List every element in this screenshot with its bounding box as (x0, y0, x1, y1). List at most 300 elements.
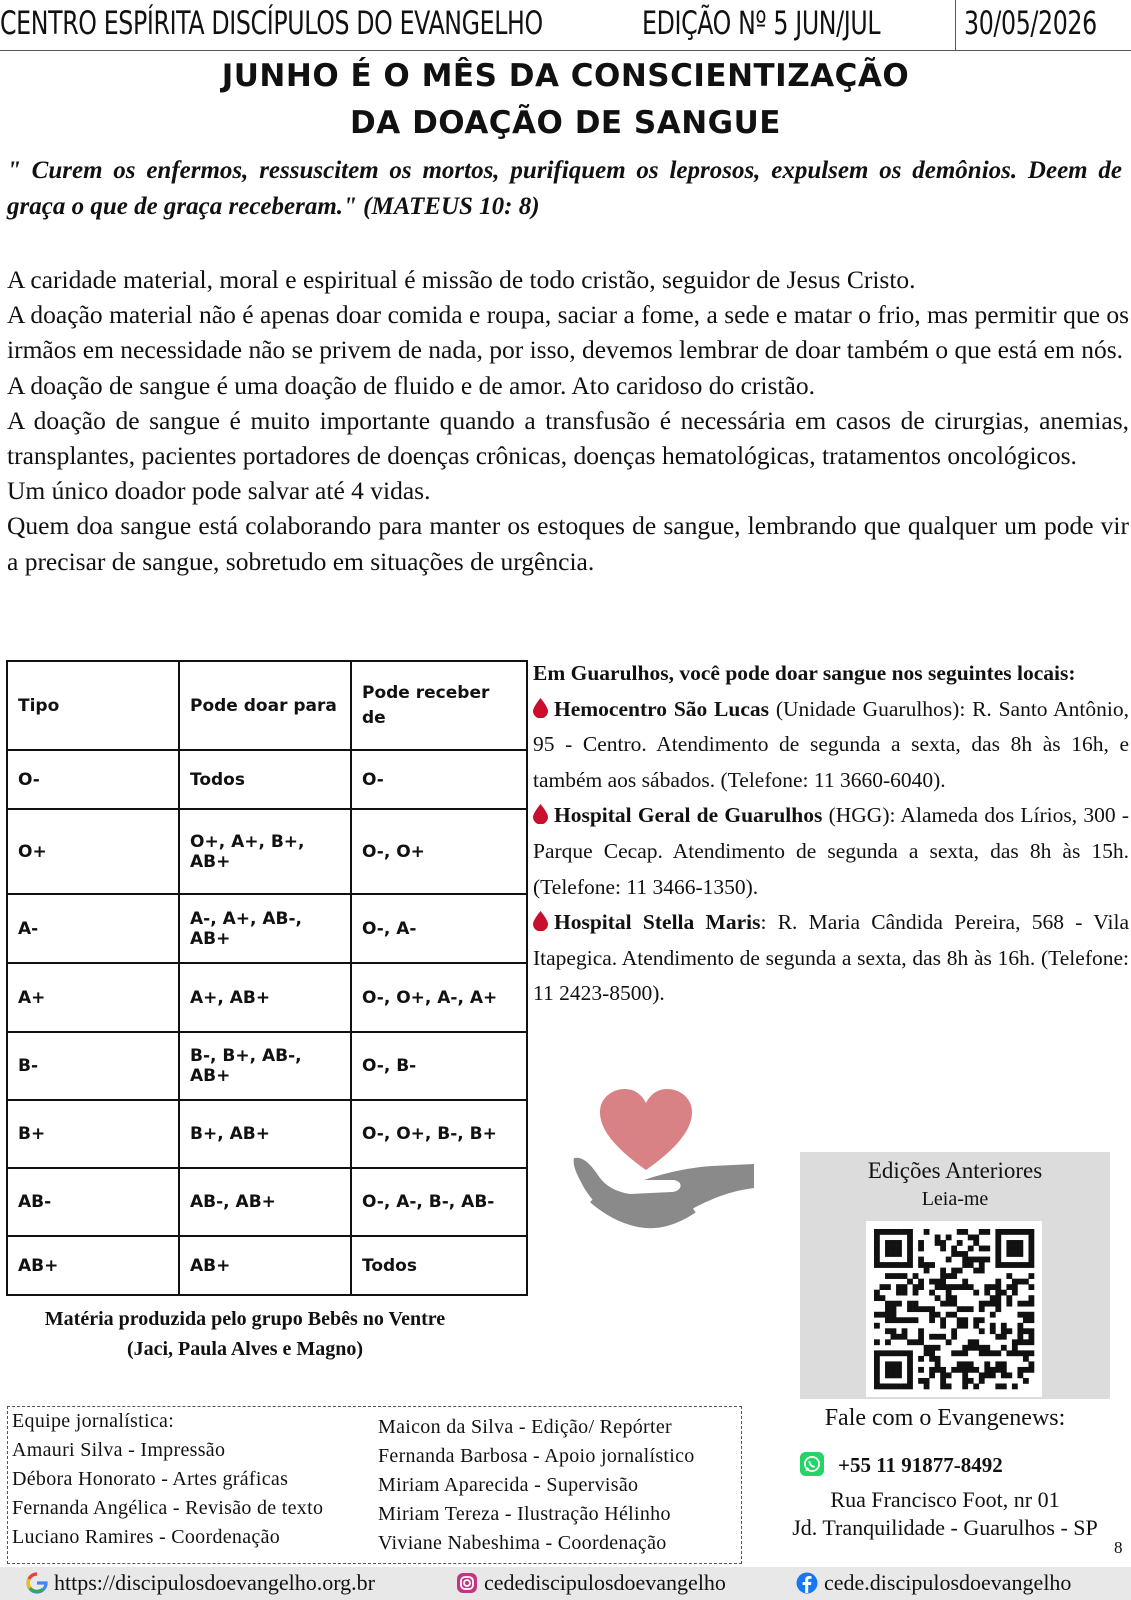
qr-module (874, 1361, 880, 1367)
facebook-link[interactable]: cede.discipulosdoevangelho (796, 1570, 1071, 1596)
qr-module (885, 1273, 891, 1279)
qr-module (874, 1295, 880, 1301)
qr-module (995, 1334, 1001, 1340)
qr-module (1006, 1372, 1012, 1378)
qr-module (946, 1235, 952, 1241)
qr-module (995, 1262, 1001, 1268)
qr-module (968, 1246, 974, 1252)
cell-receber: O-, A-, B-, AB- (351, 1168, 527, 1236)
qr-module (940, 1334, 946, 1340)
qr-module (968, 1378, 974, 1384)
qr-module (990, 1328, 996, 1334)
qr-module (1023, 1356, 1029, 1362)
qr-module (891, 1328, 897, 1334)
qr-module (874, 1251, 880, 1257)
table-header-row (7, 661, 527, 750)
qr-module (946, 1284, 952, 1290)
paragraph: A doação de sangue é uma doação de fluido e de amor. Ato caridoso do cristão. (7, 370, 815, 400)
qr-module (918, 1367, 924, 1373)
cell-tipo: O+ (7, 809, 179, 894)
qr-module (907, 1229, 913, 1235)
qr-module (984, 1246, 990, 1252)
qr-module (984, 1290, 990, 1296)
cell-receber: O- (351, 750, 527, 809)
qr-module (885, 1306, 891, 1312)
qr-module (957, 1317, 963, 1323)
qr-module (1017, 1229, 1023, 1235)
qr-module (973, 1235, 979, 1241)
instagram-icon (456, 1572, 478, 1594)
donation-locations (533, 656, 1129, 1012)
qr-module (918, 1240, 924, 1246)
blood-compatibility-table (6, 660, 528, 1296)
qr-module (913, 1301, 919, 1307)
qr-module (874, 1378, 880, 1384)
qr-module (951, 1301, 957, 1307)
qr-module (874, 1350, 880, 1356)
qr-module (957, 1361, 963, 1367)
qr-module (918, 1328, 924, 1334)
qr-module (968, 1345, 974, 1351)
qr-module (885, 1246, 891, 1252)
qr-module (907, 1301, 913, 1307)
qr-module (968, 1361, 974, 1367)
qr-module (1023, 1339, 1029, 1345)
qr-module (1006, 1273, 1012, 1279)
qr-module (896, 1251, 902, 1257)
table-row (7, 1100, 527, 1168)
qr-module (1023, 1378, 1029, 1384)
qr-module (1012, 1383, 1018, 1389)
qr-module (968, 1306, 974, 1312)
qr-module (929, 1279, 935, 1285)
cell-tipo: B+ (7, 1100, 179, 1168)
qr-module (1006, 1262, 1012, 1268)
page-number: 8 (1114, 1538, 1123, 1557)
qr-module (891, 1273, 897, 1279)
qr-module (885, 1350, 891, 1356)
qr-module (990, 1301, 996, 1307)
qr-module (935, 1356, 941, 1362)
qr-module (1017, 1279, 1023, 1285)
qr-module (902, 1350, 908, 1356)
qr-module (979, 1306, 985, 1312)
qr-module (946, 1257, 952, 1263)
qr-module (951, 1312, 957, 1318)
qr-module (929, 1290, 935, 1296)
cell-receber: O-, O+, A-, A+ (351, 963, 527, 1032)
qr-module (1017, 1262, 1023, 1268)
qr-code-graphic (866, 1221, 1042, 1397)
qr-module (918, 1339, 924, 1345)
qr-module (907, 1383, 913, 1389)
qr-module (907, 1317, 913, 1323)
qr-module (940, 1367, 946, 1373)
qr-module (896, 1334, 902, 1340)
qr-module (885, 1372, 891, 1378)
qr-module (907, 1339, 913, 1345)
qr-module (962, 1251, 968, 1257)
qr-module (946, 1372, 952, 1378)
qr-module (995, 1295, 1001, 1301)
qr-module (995, 1306, 1001, 1312)
qr-module (885, 1339, 891, 1345)
qr-module (1023, 1279, 1029, 1285)
qr-module (1017, 1246, 1023, 1252)
qr-code[interactable] (866, 1221, 1042, 1397)
qr-module (891, 1350, 897, 1356)
cell-tipo: AB+ (7, 1236, 179, 1295)
qr-module (935, 1240, 941, 1246)
qr-module (979, 1328, 985, 1334)
qr-module (1012, 1350, 1018, 1356)
qr-module (1001, 1361, 1007, 1367)
qr-module (924, 1350, 930, 1356)
column-header-doar: Pode doar para (179, 661, 351, 750)
qr-module (913, 1306, 919, 1312)
qr-module (885, 1240, 891, 1246)
instagram-link[interactable]: cedediscipulosdoevangelho (456, 1570, 726, 1596)
qr-module (979, 1301, 985, 1307)
team-member: Miriam Tereza - Ilustração Hélinho (378, 1503, 671, 1525)
qr-module (957, 1323, 963, 1329)
qr-module (1006, 1350, 1012, 1356)
team-member: Fernanda Barbosa - Apoio jornalístico (378, 1445, 695, 1467)
qr-module (896, 1301, 902, 1307)
whatsapp-contact[interactable] (800, 1452, 1003, 1478)
qr-module (1017, 1312, 1023, 1318)
qr-module (940, 1301, 946, 1307)
qr-module (885, 1328, 891, 1334)
qr-module (929, 1356, 935, 1362)
qr-module (1006, 1328, 1012, 1334)
qr-module (979, 1317, 985, 1323)
qr-module (984, 1350, 990, 1356)
qr-module (891, 1229, 897, 1235)
qr-module (962, 1372, 968, 1378)
google-icon (26, 1572, 48, 1594)
qr-module (995, 1284, 1001, 1290)
qr-module (880, 1350, 886, 1356)
qr-module (1028, 1284, 1034, 1290)
qr-module (1012, 1284, 1018, 1290)
qr-module (902, 1229, 908, 1235)
qr-module (1028, 1339, 1034, 1345)
qr-module (1001, 1262, 1007, 1268)
qr-module (885, 1312, 891, 1318)
location-entry (533, 692, 1129, 799)
qr-module (984, 1301, 990, 1307)
qr-module (962, 1383, 968, 1389)
qr-module (995, 1235, 1001, 1241)
qr-module (885, 1361, 891, 1367)
qr-module (929, 1334, 935, 1340)
qr-module (907, 1356, 913, 1362)
cell-doar: AB-, AB+ (179, 1168, 351, 1236)
website-link[interactable]: https://discipulosdoevangelho.org.br (26, 1570, 375, 1596)
qr-module (935, 1279, 941, 1285)
qr-module (874, 1240, 880, 1246)
org-name: CENTRO ESPÍRITA DISCÍPULOS DO EVANGELHO (0, 4, 543, 42)
qr-module (891, 1317, 897, 1323)
qr-module (973, 1240, 979, 1246)
qr-module (874, 1367, 880, 1373)
qr-module (990, 1312, 996, 1318)
header-divider (955, 0, 956, 50)
blood-drop-icon (533, 911, 548, 931)
qr-module (1012, 1229, 1018, 1235)
footer-bar (0, 1567, 1131, 1600)
qr-module (1028, 1367, 1034, 1373)
qr-module (973, 1339, 979, 1345)
qr-module (973, 1268, 979, 1274)
qr-module (1012, 1290, 1018, 1296)
qr-module (951, 1273, 957, 1279)
team-member: Miriam Aparecida - Supervisão (378, 1474, 639, 1496)
qr-module (896, 1284, 902, 1290)
qr-module (913, 1339, 919, 1345)
qr-module (940, 1279, 946, 1285)
qr-module (935, 1295, 941, 1301)
qr-module (918, 1356, 924, 1362)
qr-module (962, 1345, 968, 1351)
qr-module (907, 1246, 913, 1252)
location-details: (HGG): Alameda dos Lírios, 300 - Parque Cecap. Atendimento de segunda a sexta, das 8h às 15h. (Telefone: 11 3466-1350). (533, 803, 1130, 899)
qr-module (929, 1317, 935, 1323)
qr-module (907, 1279, 913, 1285)
qr-module (962, 1361, 968, 1367)
qr-module (1017, 1339, 1023, 1345)
paragraph: Quem doa sangue está colaborando para manter os estoques de sangue, lembrando que qualquer um pode vir a precisar de sangue, sobretudo em situações de urgência. (7, 511, 1129, 576)
qr-module (891, 1301, 897, 1307)
qr-module (995, 1251, 1001, 1257)
cell-doar: Todos (179, 750, 351, 809)
team-member: Débora Honorato - Artes gráficas (12, 1468, 289, 1490)
qr-module (891, 1246, 897, 1252)
qr-module (1028, 1273, 1034, 1279)
qr-module (896, 1350, 902, 1356)
qr-module (1012, 1262, 1018, 1268)
qr-module (951, 1328, 957, 1334)
qr-module (929, 1345, 935, 1351)
qr-module (973, 1257, 979, 1263)
previous-editions-subtitle: Leia-me (921, 1188, 989, 1210)
qr-module (929, 1262, 935, 1268)
cell-doar: B+, AB+ (179, 1100, 351, 1168)
qr-module (896, 1240, 902, 1246)
qr-module (929, 1350, 935, 1356)
qr-module (907, 1235, 913, 1241)
qr-module (880, 1295, 886, 1301)
qr-module (957, 1240, 963, 1246)
qr-module (1001, 1345, 1007, 1351)
qr-module (924, 1262, 930, 1268)
qr-module (973, 1383, 979, 1389)
qr-module (918, 1246, 924, 1252)
qr-module (990, 1350, 996, 1356)
qr-module (918, 1284, 924, 1290)
team-heading: Equipe jornalística: (12, 1410, 175, 1432)
qr-module (1028, 1246, 1034, 1252)
qr-module (907, 1240, 913, 1246)
qr-module (935, 1235, 941, 1241)
article-title-line1: JUNHO É O MÊS DA CONSCIENTIZAÇÃO (221, 58, 910, 94)
qr-module (968, 1235, 974, 1241)
qr-module (924, 1383, 930, 1389)
table-row (7, 1168, 527, 1236)
qr-module (968, 1284, 974, 1290)
column-header-tipo: Tipo (7, 661, 179, 750)
qr-module (968, 1257, 974, 1263)
location-name: Hemocentro São Lucas (554, 696, 770, 721)
qr-module (957, 1367, 963, 1373)
qr-module (1012, 1251, 1018, 1257)
edition-label: EDIÇÃO Nº 5 JUN/JUL (642, 4, 881, 42)
address-line1: Rua Francisco Foot, nr 01 (830, 1487, 1060, 1512)
qr-module (1028, 1257, 1034, 1263)
qr-module (1028, 1328, 1034, 1334)
qr-module (1017, 1334, 1023, 1340)
qr-module (940, 1246, 946, 1252)
qr-module (896, 1229, 902, 1235)
qr-module (995, 1279, 1001, 1285)
qr-module (902, 1317, 908, 1323)
qr-module (973, 1345, 979, 1351)
qr-module (896, 1317, 902, 1323)
qr-module (907, 1372, 913, 1378)
qr-module (880, 1229, 886, 1235)
qr-module (1028, 1312, 1034, 1318)
bible-quote: " Curem os enfermos, ressuscitem os mortos, purifiquem os leprosos, expulsem os demônios. Deem de graça o que de graça receberam." (MATEUS 10: 8) (7, 157, 1122, 220)
qr-module (1006, 1229, 1012, 1235)
qr-module (1028, 1350, 1034, 1356)
qr-module (995, 1257, 1001, 1263)
qr-module (962, 1284, 968, 1290)
qr-module (924, 1345, 930, 1351)
qr-module (1028, 1251, 1034, 1257)
qr-module (885, 1383, 891, 1389)
qr-module (891, 1312, 897, 1318)
qr-module (1001, 1334, 1007, 1340)
qr-module (874, 1339, 880, 1345)
qr-module (984, 1284, 990, 1290)
team-member: Viviane Nabeshima - Coordenação (378, 1532, 667, 1554)
qr-module (880, 1262, 886, 1268)
previous-editions-box (800, 1152, 1110, 1399)
heart-in-hand-icon (572, 1088, 757, 1233)
qr-module (1012, 1240, 1018, 1246)
qr-module (1017, 1372, 1023, 1378)
table-row (7, 809, 527, 894)
qr-module (907, 1378, 913, 1384)
qr-module (935, 1345, 941, 1351)
qr-module (979, 1229, 985, 1235)
qr-module (957, 1306, 963, 1312)
qr-module (946, 1273, 952, 1279)
qr-module (891, 1372, 897, 1378)
qr-module (1028, 1240, 1034, 1246)
qr-module (935, 1367, 941, 1373)
location-name: Hospital Stella Maris (554, 910, 761, 935)
qr-module (907, 1262, 913, 1268)
qr-module (1028, 1235, 1034, 1241)
qr-module (913, 1273, 919, 1279)
qr-module (1006, 1251, 1012, 1257)
qr-module (891, 1361, 897, 1367)
qr-module (990, 1372, 996, 1378)
article-body (7, 262, 1129, 579)
editorial-team-box (7, 1406, 742, 1564)
qr-module (973, 1290, 979, 1296)
qr-module (1001, 1367, 1007, 1373)
qr-module (896, 1246, 902, 1252)
qr-module (907, 1361, 913, 1367)
qr-module (874, 1257, 880, 1263)
qr-module (984, 1257, 990, 1263)
qr-module (1017, 1240, 1023, 1246)
contact-title: Fale com o Evangenews: (824, 1405, 1066, 1431)
cell-tipo: A- (7, 894, 179, 963)
blood-drop-icon (533, 804, 548, 824)
qr-module (962, 1323, 968, 1329)
qr-module (1012, 1279, 1018, 1285)
location-entry (533, 798, 1129, 905)
qr-module (918, 1378, 924, 1384)
qr-module (1006, 1246, 1012, 1252)
qr-module (984, 1345, 990, 1351)
qr-module (951, 1246, 957, 1252)
previous-editions-title: Edições Anteriores (867, 1158, 1043, 1183)
qr-module (902, 1290, 908, 1296)
qr-module (962, 1317, 968, 1323)
qr-module (962, 1306, 968, 1312)
qr-module (874, 1312, 880, 1318)
qr-module (1001, 1323, 1007, 1329)
masthead (0, 0, 1131, 51)
qr-module (891, 1262, 897, 1268)
qr-module (979, 1268, 985, 1274)
qr-module (1006, 1284, 1012, 1290)
qr-module (880, 1312, 886, 1318)
qr-module (913, 1284, 919, 1290)
team-member: Luciano Ramires - Coordenação (12, 1526, 281, 1548)
qr-module (907, 1367, 913, 1373)
qr-module (984, 1372, 990, 1378)
cell-receber: O-, B- (351, 1032, 527, 1100)
credit-line1: Matéria produzida pelo grupo Bebês no Ventre (44, 1308, 446, 1330)
table-row (7, 1236, 527, 1295)
table-row (7, 1032, 527, 1100)
qr-module (995, 1367, 1001, 1373)
address-line2: Jd. Tranquilidade - Guarulhos - SP (792, 1515, 1098, 1540)
qr-module (896, 1372, 902, 1378)
qr-module (973, 1317, 979, 1323)
qr-module (940, 1284, 946, 1290)
facebook-icon (796, 1572, 818, 1594)
qr-module (957, 1350, 963, 1356)
cell-tipo: B- (7, 1032, 179, 1100)
qr-module (1028, 1334, 1034, 1340)
qr-module (885, 1251, 891, 1257)
qr-module (874, 1372, 880, 1378)
qr-module (935, 1361, 941, 1367)
cell-doar: A+, AB+ (179, 963, 351, 1032)
qr-module (1017, 1350, 1023, 1356)
qr-module (995, 1361, 1001, 1367)
cell-tipo: AB- (7, 1168, 179, 1236)
qr-module (984, 1361, 990, 1367)
paragraph: Um único doador pode salvar até 4 vidas. (7, 476, 431, 506)
